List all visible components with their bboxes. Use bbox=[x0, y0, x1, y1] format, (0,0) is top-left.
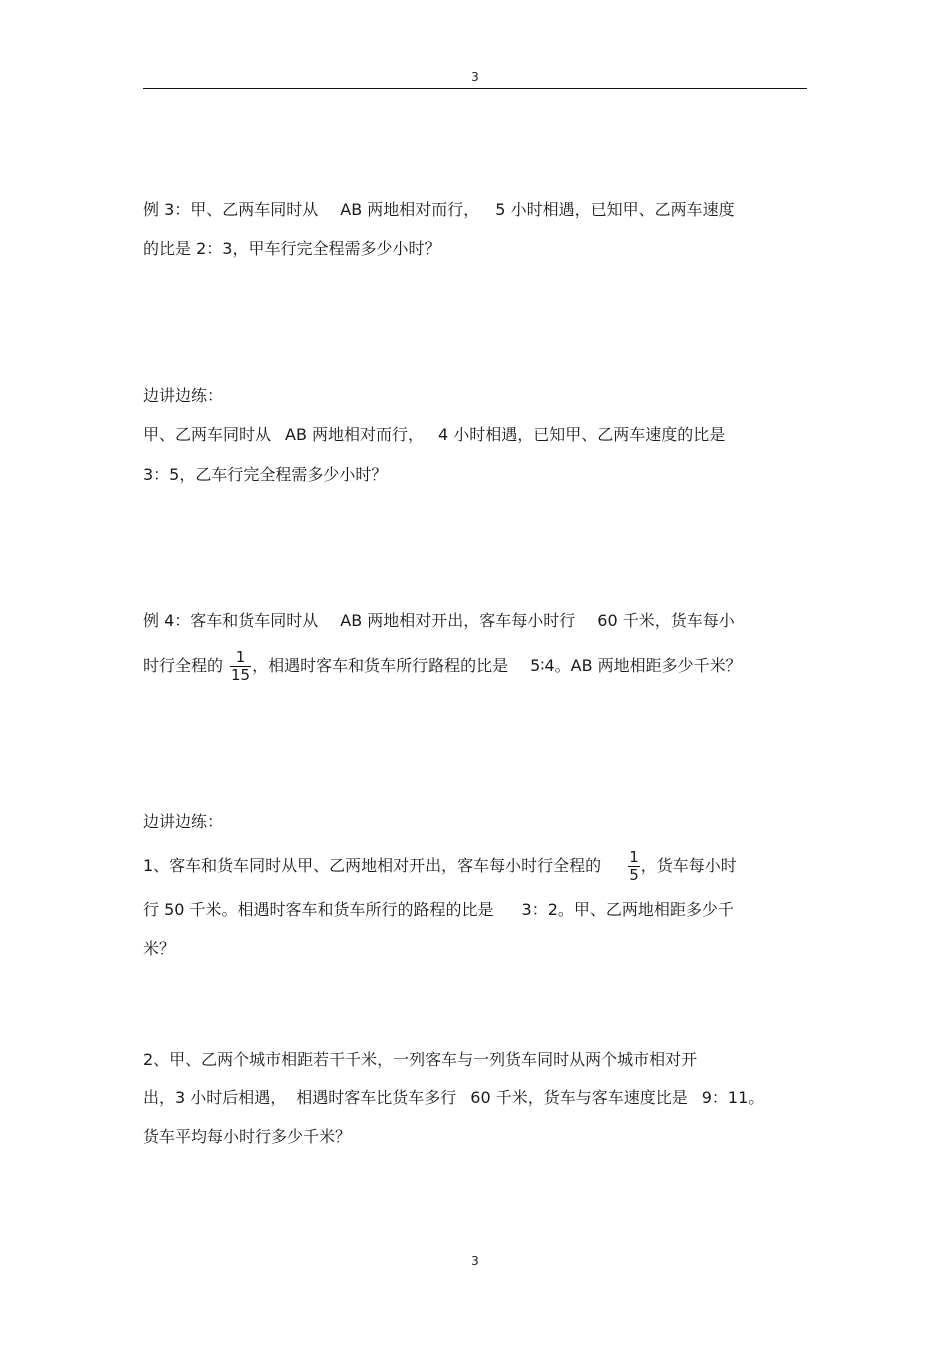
ex4-fraction-denominator: 15 bbox=[231, 666, 251, 684]
ex4-text-e: ，相遇时客车和货车所行路程的比是 bbox=[252, 656, 509, 675]
ex4-text-a: 例 4：客车和货车同时从 bbox=[143, 611, 319, 630]
practice1-heading: 边讲边练： bbox=[143, 386, 224, 405]
practice1-text-b: AB 两地相对而行， bbox=[285, 425, 425, 444]
ex4-fraction-numerator: 1 bbox=[235, 648, 246, 666]
q1-text-d: 3：2。甲、乙两地相距多少千 bbox=[521, 900, 734, 919]
practice2-q2-line-1: 2、甲、乙两个城市相距若干千米，一列客车与一列货车同时从两个城市相对开 bbox=[143, 1050, 698, 1069]
ex4-text-f: 5∶4。AB 两地相距多少千米？ bbox=[530, 656, 742, 675]
q1-fraction-denominator: 5 bbox=[629, 866, 639, 884]
ex4-text-b: AB 两地相对开出，客车每小时行 bbox=[340, 611, 576, 630]
q2-text-a: 出，3 小时后相遇， bbox=[143, 1088, 287, 1107]
header-page-number: 3 bbox=[471, 70, 479, 84]
ex3-line-2: 的比是 2：3，甲车行完全程需多少小时？ bbox=[143, 239, 441, 258]
practice2-q1-line-2 bbox=[143, 900, 734, 920]
q1-text-b: ，货车每小时 bbox=[640, 856, 737, 875]
practice2-heading: 边讲边练： bbox=[143, 812, 224, 831]
practice1-text-c: 4 小时相遇，已知甲、乙两车速度的比是 bbox=[438, 425, 726, 444]
practice2-q2-line-3: 货车平均每小时行多少千米？ bbox=[143, 1127, 352, 1146]
q1-fraction bbox=[628, 849, 640, 884]
ex4-text-d: 时行全程的 bbox=[143, 656, 224, 675]
practice2-q1-line-3: 米？ bbox=[143, 939, 176, 958]
q2-text-c: 60 千米，货车与客车速度比是 bbox=[470, 1088, 688, 1107]
footer-page-number: 3 bbox=[471, 1254, 479, 1268]
practice2-q2-line-2 bbox=[143, 1088, 764, 1108]
header-rule bbox=[143, 88, 807, 89]
ex3-text-c: 5 小时相遇，已知甲、乙两车速度 bbox=[495, 200, 735, 219]
ex4-text-c: 60 千米，货车每小 bbox=[597, 611, 735, 630]
ex4-line-2 bbox=[143, 646, 742, 686]
ex3-text-b: AB 两地相对而行， bbox=[340, 200, 480, 219]
q1-text-c: 行 50 千米。相遇时客车和货车所行的路程的比是 bbox=[143, 900, 494, 919]
ex3-line-1 bbox=[143, 200, 735, 220]
practice1-line-2: 3：5，乙车行完全程需多少小时？ bbox=[143, 465, 388, 484]
q1-text-a: 1、客车和货车同时从甲、乙两地相对开出，客车每小时行全程的 bbox=[143, 856, 602, 875]
q1-fraction-numerator: 1 bbox=[629, 848, 639, 866]
q2-text-b: 相遇时客车比货车多行 bbox=[296, 1088, 457, 1107]
q2-text-d: 9：11。 bbox=[701, 1088, 765, 1107]
practice2-q1-line-1 bbox=[143, 846, 737, 886]
ex4-fraction bbox=[230, 649, 251, 684]
ex3-text-a: 例 3：甲、乙两车同时从 bbox=[143, 200, 319, 219]
ex4-line-1 bbox=[143, 611, 735, 631]
practice1-line-1 bbox=[143, 425, 725, 445]
practice1-text-a: 甲、乙两车同时从 bbox=[143, 425, 272, 444]
